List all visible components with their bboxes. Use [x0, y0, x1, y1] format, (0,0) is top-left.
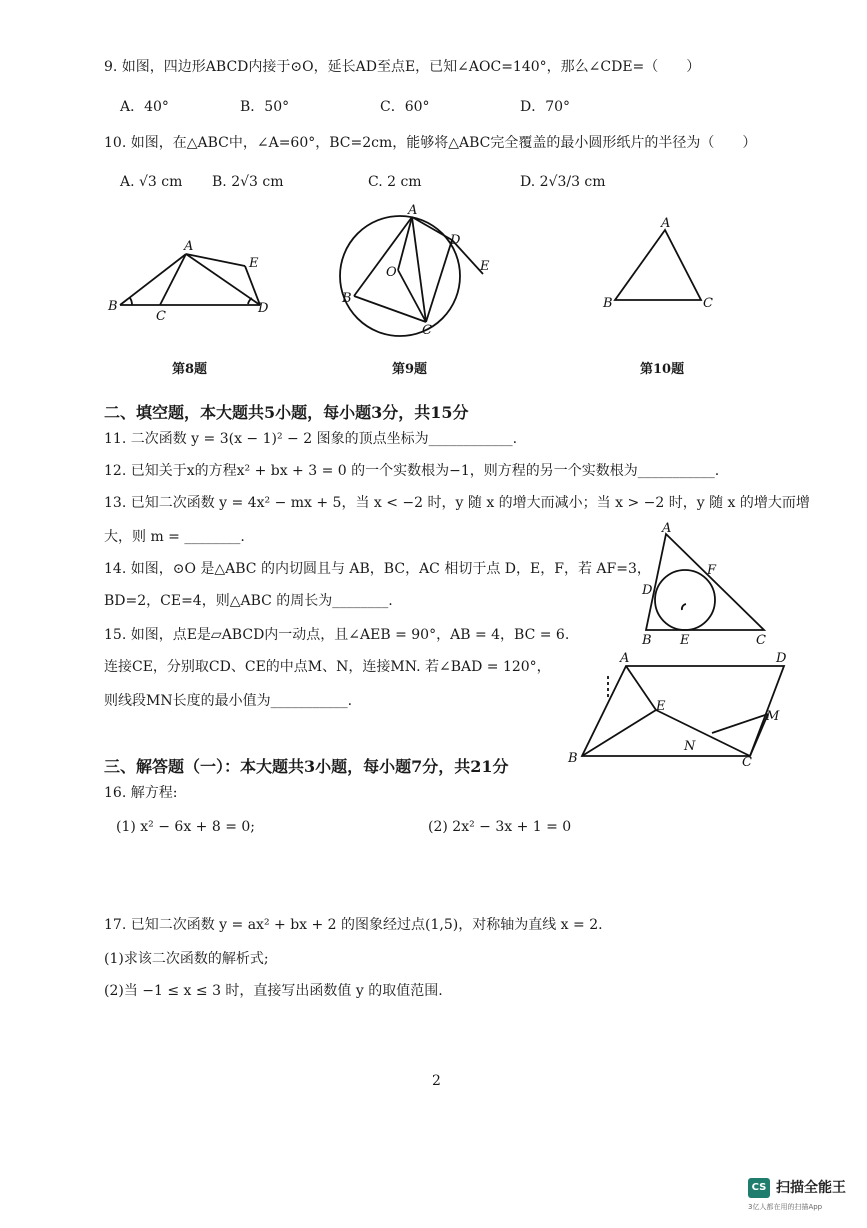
fig9-caption: 第9题	[392, 362, 428, 377]
fig15-label-e: E	[656, 699, 666, 714]
fig15-label-a: A	[620, 651, 630, 666]
q9-option-b: B．50°	[240, 99, 290, 115]
fig9-label-b: B	[342, 291, 352, 306]
fig14-label-d: D	[642, 583, 653, 598]
fig8-caption: 第8题	[172, 362, 208, 377]
q10-option-b: B. 2√3 cm	[212, 174, 284, 190]
scanner-watermark	[748, 1174, 860, 1220]
q9-option-a: A．40°	[120, 99, 169, 115]
q9-option-d: D．70°	[520, 99, 571, 115]
fig9-label-e: E	[480, 259, 490, 274]
q10-option-c: C. 2 cm	[368, 174, 422, 190]
fig8-label-a: A	[184, 239, 194, 254]
q9-option-c: C．60°	[380, 99, 430, 115]
page-number: 2	[432, 1073, 441, 1089]
fig8-label-e: E	[249, 256, 259, 271]
fig14-label-c: C	[756, 633, 766, 648]
q13-line1: 13. 已知二次函数 y = 4x² − mx + 5，当 x < −2 时，y 随 x 的增大而减小；当 x > −2 时，y 随 x 的增大而增	[104, 495, 810, 511]
fig9-label-d: D	[450, 233, 461, 248]
q16-part2: (2) 2x² − 3x + 1 = 0	[428, 819, 572, 835]
fig10-label-b: B	[603, 296, 613, 311]
fig15-label-m: M	[766, 709, 780, 724]
figure-15	[562, 648, 802, 772]
fig10-caption: 第10题	[640, 362, 685, 377]
q16-part1: (1) x² − 6x + 8 = 0;	[116, 819, 256, 835]
figure-14	[630, 520, 780, 650]
figure-9	[330, 200, 510, 340]
q15-line1: 15. 如图，点E是▱ABCD内一动点，且∠AEB = 90°，AB = 4，BC = 6.	[104, 627, 570, 643]
q13-line2: 大，则 m = ________.	[104, 529, 245, 545]
q15-line3: 则线段MN长度的最小值为___________.	[104, 693, 353, 709]
q10-option-a: A. √3 cm	[120, 174, 183, 190]
q17: 17. 已知二次函数 y = ax² + bx + 2 的图象经过点(1,5)，对称轴为直线 x = 2.	[104, 917, 603, 933]
fig9-label-o: O	[386, 265, 397, 280]
fig10-label-a: A	[661, 216, 671, 231]
figure-10	[595, 215, 725, 315]
section3-title: 三、解答题（一）：本大题共3小题，每小题7分，共21分	[104, 757, 509, 776]
q9-stem: 9. 如图，四边形ABCD内接于⊙O，延长AD至点E，已知∠AOC=140°，那么∠CDE=（ ）	[104, 59, 701, 75]
watermark-subtitle: 3亿人都在用的扫描App	[748, 1203, 823, 1211]
q17-part2: (2)当 −1 ≤ x ≤ 3 时，直接写出函数值 y 的取值范围.	[104, 983, 443, 999]
q10-option-d: D. 2√3/3 cm	[520, 174, 606, 190]
fig10-label-c: C	[703, 296, 713, 311]
fig15-label-b: B	[568, 751, 578, 766]
fig15-label-d: D	[776, 651, 787, 666]
fig8-label-c: C	[156, 309, 166, 324]
q12: 12. 已知关于x的方程x² + bx + 3 = 0 的一个实数根为−1，则方程的另一个实数根为___________.	[104, 463, 720, 479]
fig9-label-a: A	[408, 203, 418, 218]
fig14-label-e: E	[680, 633, 690, 648]
q15-line2: 连接CE，分别取CD、CE的中点M、N，连接MN. 若∠BAD = 120°，	[104, 659, 551, 675]
q11: 11. 二次函数 y = 3(x − 1)² − 2 图象的顶点坐标为____________.	[104, 431, 518, 447]
fig14-label-b: B	[642, 633, 652, 648]
fig8-label-b: B	[108, 299, 118, 314]
fig15-label-n: N	[684, 739, 696, 754]
figure-8	[100, 230, 280, 330]
q14-line2: BD=2，CE=4，则△ABC 的周长为________.	[104, 593, 393, 609]
fig15-label-c: C	[742, 755, 752, 770]
fig8-label-d: D	[258, 301, 269, 316]
fig14-label-a: A	[662, 521, 672, 536]
q16: 16. 解方程:	[104, 785, 178, 801]
fig9-label-c: C	[422, 323, 432, 338]
fig14-label-f: F	[707, 563, 717, 578]
q14-line1: 14. 如图，⊙O 是△ABC 的内切圆且与 AB，BC，AC 相切于点 D，E，F，若 AF=3，	[104, 561, 651, 577]
q10-stem: 10. 如图，在△ABC中，∠A=60°，BC=2cm，能够将△ABC完全覆盖的最小圆形纸片的半径为（ ）	[104, 135, 757, 151]
section2-title: 二、填空题，本大题共5小题，每小题3分，共15分	[104, 403, 469, 422]
q17-part1: (1)求该二次函数的解析式;	[104, 951, 269, 967]
cs-logo: CS	[748, 1178, 770, 1198]
watermark-app-name: 扫描全能王	[776, 1180, 846, 1196]
